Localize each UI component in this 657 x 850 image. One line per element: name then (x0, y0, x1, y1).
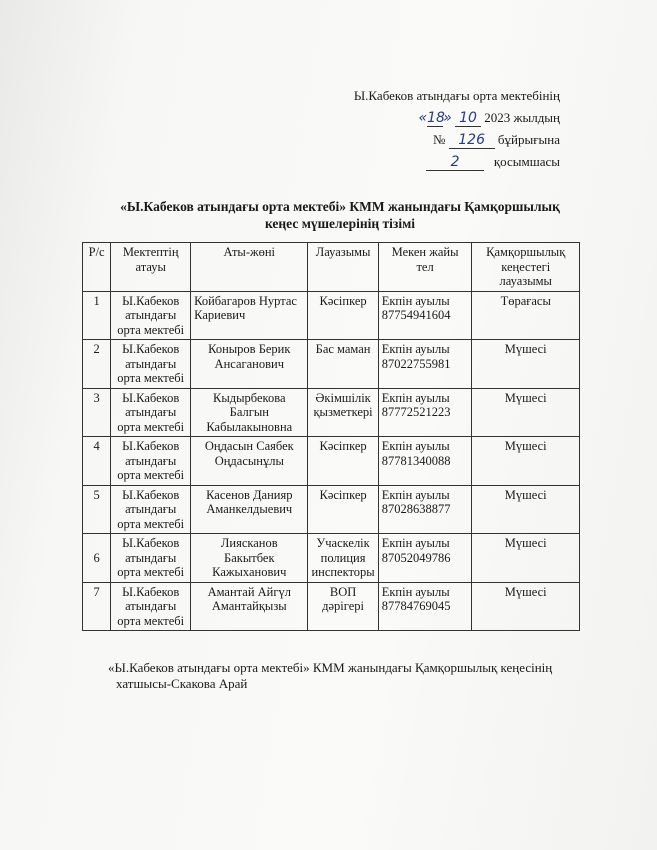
cell-name: Касенов Данияр Аманкелдыевич (191, 485, 308, 534)
cell-role: Мүшесі (472, 437, 580, 486)
cell-role: Мүшесі (472, 485, 580, 534)
cell-role: Мүшесі (472, 340, 580, 389)
table-row (83, 291, 580, 340)
order-number: 126 (449, 132, 495, 149)
cell-contact: Екпін ауылы 87028638877 (378, 485, 472, 534)
footer-line-1: «Ы.Кабеков атындағы орта мектебі» КММ жанындағы Қамқоршылық кеңесінің (108, 660, 553, 675)
cell-position: Әкімшілік қызметкері (308, 388, 378, 437)
cell-position: Бас маман (308, 340, 378, 389)
cell-name: Коныров Берик Ансаганович (191, 340, 308, 389)
cell-no: 6 (83, 534, 111, 583)
cell-name: Койбагаров Нуртас Кариевич (191, 291, 308, 340)
cell-school: Ы.Кабеков атындағы орта мектебі (111, 534, 191, 583)
cell-position: Учаскелік полиция инспекторы (308, 534, 378, 583)
cell-no: 3 (83, 388, 111, 437)
header-appendix-line (426, 154, 560, 171)
order-text: бұйрығына (497, 132, 560, 147)
cell-role: Мүшесі (472, 582, 580, 631)
cell-no: 5 (83, 485, 111, 534)
title-line-2: кеңес мүшелерінің тізімі (264, 216, 416, 231)
cell-contact: Екпін ауылы 87754941604 (378, 291, 472, 340)
cell-no: 7 (83, 582, 111, 631)
header-name: Аты-жөні (191, 243, 308, 292)
appendix-text: қосымшасы (493, 154, 560, 169)
secretary-note (108, 660, 578, 692)
cell-school: Ы.Кабеков атындағы орта мектебі (111, 437, 191, 486)
cell-no: 1 (83, 291, 111, 340)
date-month: 10 (455, 110, 481, 127)
order-number-label: № (432, 132, 446, 147)
cell-school: Ы.Кабеков атындағы орта мектебі (111, 485, 191, 534)
title-line-1: «Ы.Кабеков атындағы орта мектебі» КММ жанындағы Қамқоршылық (120, 199, 560, 214)
cell-contact: Екпін ауылы 87772521223 (378, 388, 472, 437)
cell-position: Кәсіпкер (308, 437, 378, 486)
date-year: 2023 жылдың (484, 110, 560, 125)
table-row (83, 388, 580, 437)
cell-school: Ы.Кабеков атындағы орта мектебі (111, 340, 191, 389)
cell-role: Төрағасы (472, 291, 580, 340)
cell-contact: Екпін ауылы 87781340088 (378, 437, 472, 486)
cell-contact: Екпін ауылы 87784769045 (378, 582, 472, 631)
header-line-1: Ы.Кабеков атындағы орта мектебінің (353, 88, 560, 103)
cell-position: Кәсіпкер (308, 485, 378, 534)
appendix-number: 2 (426, 154, 484, 171)
table-row (83, 340, 580, 389)
document-title (100, 198, 580, 232)
cell-name: Амантай Айгүл Амантайқызы (191, 582, 308, 631)
date-close-quote: » (443, 110, 452, 126)
cell-contact: Екпін ауылы 87052049786 (378, 534, 472, 583)
cell-no: 4 (83, 437, 111, 486)
cell-position: Кәсіпкер (308, 291, 378, 340)
cell-name: Кыдырбекова Балгын Кабылакыновна (191, 388, 308, 437)
header-contact: Мекен жайы тел (378, 243, 472, 292)
header-position: Лауазымы (308, 243, 378, 292)
members-table (82, 242, 580, 631)
cell-role: Мүшесі (472, 534, 580, 583)
cell-position: ВОП дәрігері (308, 582, 378, 631)
table-row (83, 582, 580, 631)
date-open-quote: « (418, 110, 428, 126)
cell-school: Ы.Кабеков атындағы орта мектебі (111, 291, 191, 340)
header-no: Р/с (83, 243, 111, 292)
cell-role: Мүшесі (472, 388, 580, 437)
cell-no: 2 (83, 340, 111, 389)
cell-school: Ы.Кабеков атындағы орта мектебі (111, 388, 191, 437)
header-date-line (418, 110, 560, 127)
table-row (83, 485, 580, 534)
cell-contact: Екпін ауылы 87022755981 (378, 340, 472, 389)
cell-school: Ы.Кабеков атындағы орта мектебі (111, 582, 191, 631)
table-header-row (83, 243, 580, 292)
cell-name: Оңдасын Саябек Оңдасынұлы (191, 437, 308, 486)
table-row (83, 534, 580, 583)
header-school: Мектептің атауы (111, 243, 191, 292)
cell-name: Лиясканов Бакытбек Кажыханович (191, 534, 308, 583)
table-row (83, 437, 580, 486)
header-order-line (433, 132, 560, 149)
header-role: Қамқоршылық кеңестегі лауазымы (472, 243, 580, 292)
date-day: 18 (427, 110, 445, 126)
footer-line-2: хатшысы-Скакова Арай (116, 676, 248, 691)
